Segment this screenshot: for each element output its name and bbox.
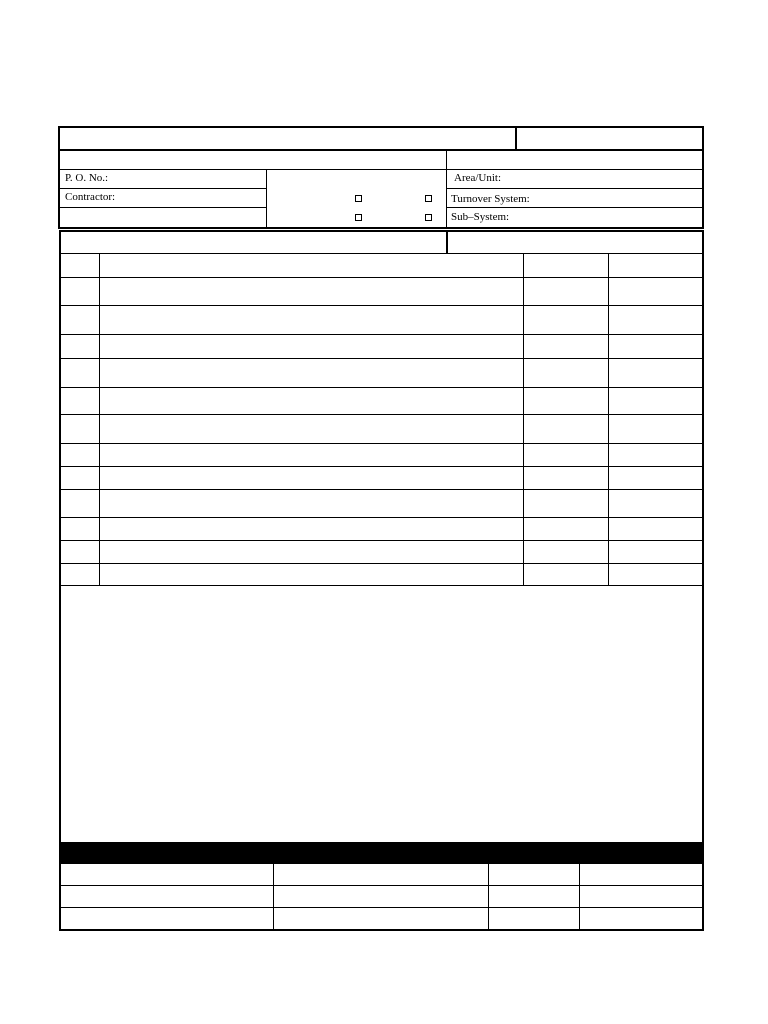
header-divider — [446, 207, 704, 208]
signoff-col-divider — [273, 864, 274, 930]
header-divider — [58, 207, 267, 208]
header-vdivider — [446, 150, 447, 229]
contractor-label: Contractor: — [65, 191, 116, 203]
checkbox[interactable] — [425, 214, 432, 221]
signoff-header-bar — [59, 842, 704, 864]
checkbox[interactable] — [355, 195, 362, 202]
po-number-label: P. O. No.: — [65, 172, 109, 184]
header-divider — [58, 149, 704, 151]
signoff-row-divider — [59, 885, 704, 886]
header-divider — [58, 169, 704, 170]
checkbox[interactable] — [355, 214, 362, 221]
remarks-area[interactable] — [61, 587, 702, 841]
signoff-col-divider — [579, 864, 580, 930]
title-vdivider — [446, 230, 448, 254]
header-divider — [446, 188, 704, 189]
item-col-divider — [523, 253, 524, 586]
signoff-row-divider — [59, 907, 704, 908]
header-divider — [58, 188, 267, 189]
header-vdivider — [266, 169, 267, 229]
header-block — [58, 126, 704, 229]
checkbox[interactable] — [425, 195, 432, 202]
item-col-divider — [99, 253, 100, 586]
item-col-divider — [608, 253, 609, 586]
sub-system-label: Sub–System: — [451, 211, 510, 223]
header-vdivider — [515, 126, 517, 150]
turnover-system-label: Turnover System: — [451, 193, 530, 205]
area-unit-label: Area/Unit: — [454, 172, 502, 184]
signoff-col-divider — [488, 864, 489, 930]
